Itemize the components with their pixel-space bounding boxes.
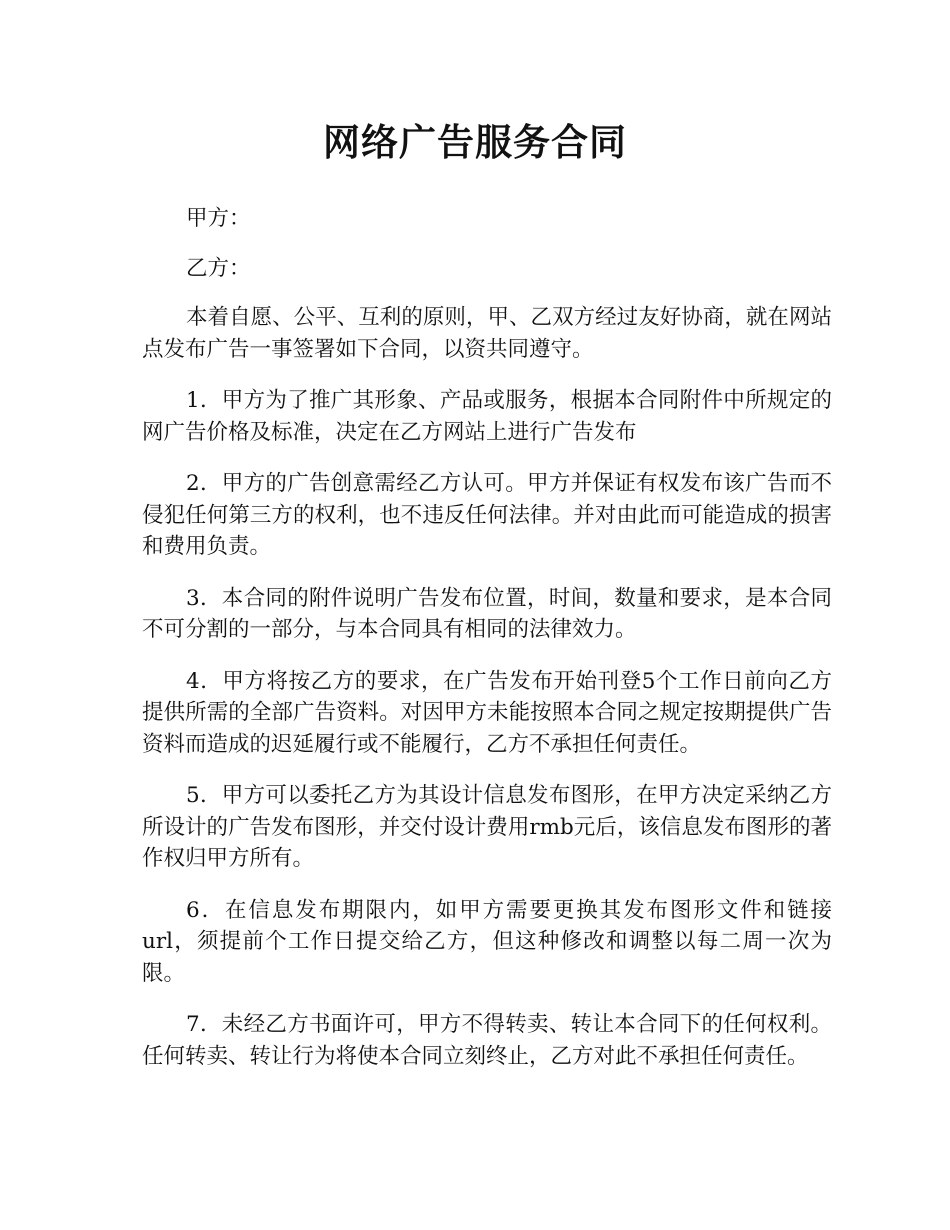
clause-5: 5．甲方可以委托乙方为其设计信息发布图形，在甲方决定采纳乙方所设计的广告发布图形，并交付设计费用rmb元后，该信息发布图形的著作权归甲方所有。 — [142, 783, 832, 871]
document-title: 网络广告服务合同 — [323, 121, 627, 164]
party-b-label: 乙方： — [186, 255, 251, 281]
clause-4: 4．甲方将按乙方的要求，在广告发布开始刊登5个工作日前向乙方提供所需的全部广告资料。对因甲方未能按照本合同之规定按期提供广告资料而造成的迟延履行或不能履行，乙方不承担任何责任。 — [142, 668, 832, 757]
clause-1: 1．甲方为了推广其形象、产品或服务，根据本合同附件中所规定的网广告价格及标准，决定在乙方网站上进行广告发布 — [142, 388, 832, 445]
party-a-label: 甲方： — [186, 206, 251, 231]
intro-paragraph: 本着自愿、公平、互利的原则，甲、乙双方经过友好协商，就在网站点发布广告一事签署如下合同，以资共同遵守。 — [142, 305, 832, 362]
clause-7: 7．未经乙方书面许可，甲方不得转卖、转让本合同下的任何权利。任何转卖、转让行为将使本合同立刻终止，乙方对此不承担任何责任。 — [142, 1012, 832, 1069]
clause-6: 6．在信息发布期限内，如甲方需要更换其发布图形文件和链接url，须提前个工作日提交给乙方，但这种修改和调整以每二周一次为限。 — [142, 897, 832, 986]
clause-2: 2．甲方的广告创意需经乙方认可。甲方并保证有权发布该广告而不侵犯任何第三方的权利，也不违反任何法律。并对由此而可能造成的损害和费用负责。 — [142, 471, 832, 559]
clause-3: 3．本合同的附件说明广告发布位置，时间，数量和要求，是本合同不可分割的一部分，与本合同具有相同的法律效力。 — [142, 585, 832, 642]
document-body — [142, 203, 832, 1092]
